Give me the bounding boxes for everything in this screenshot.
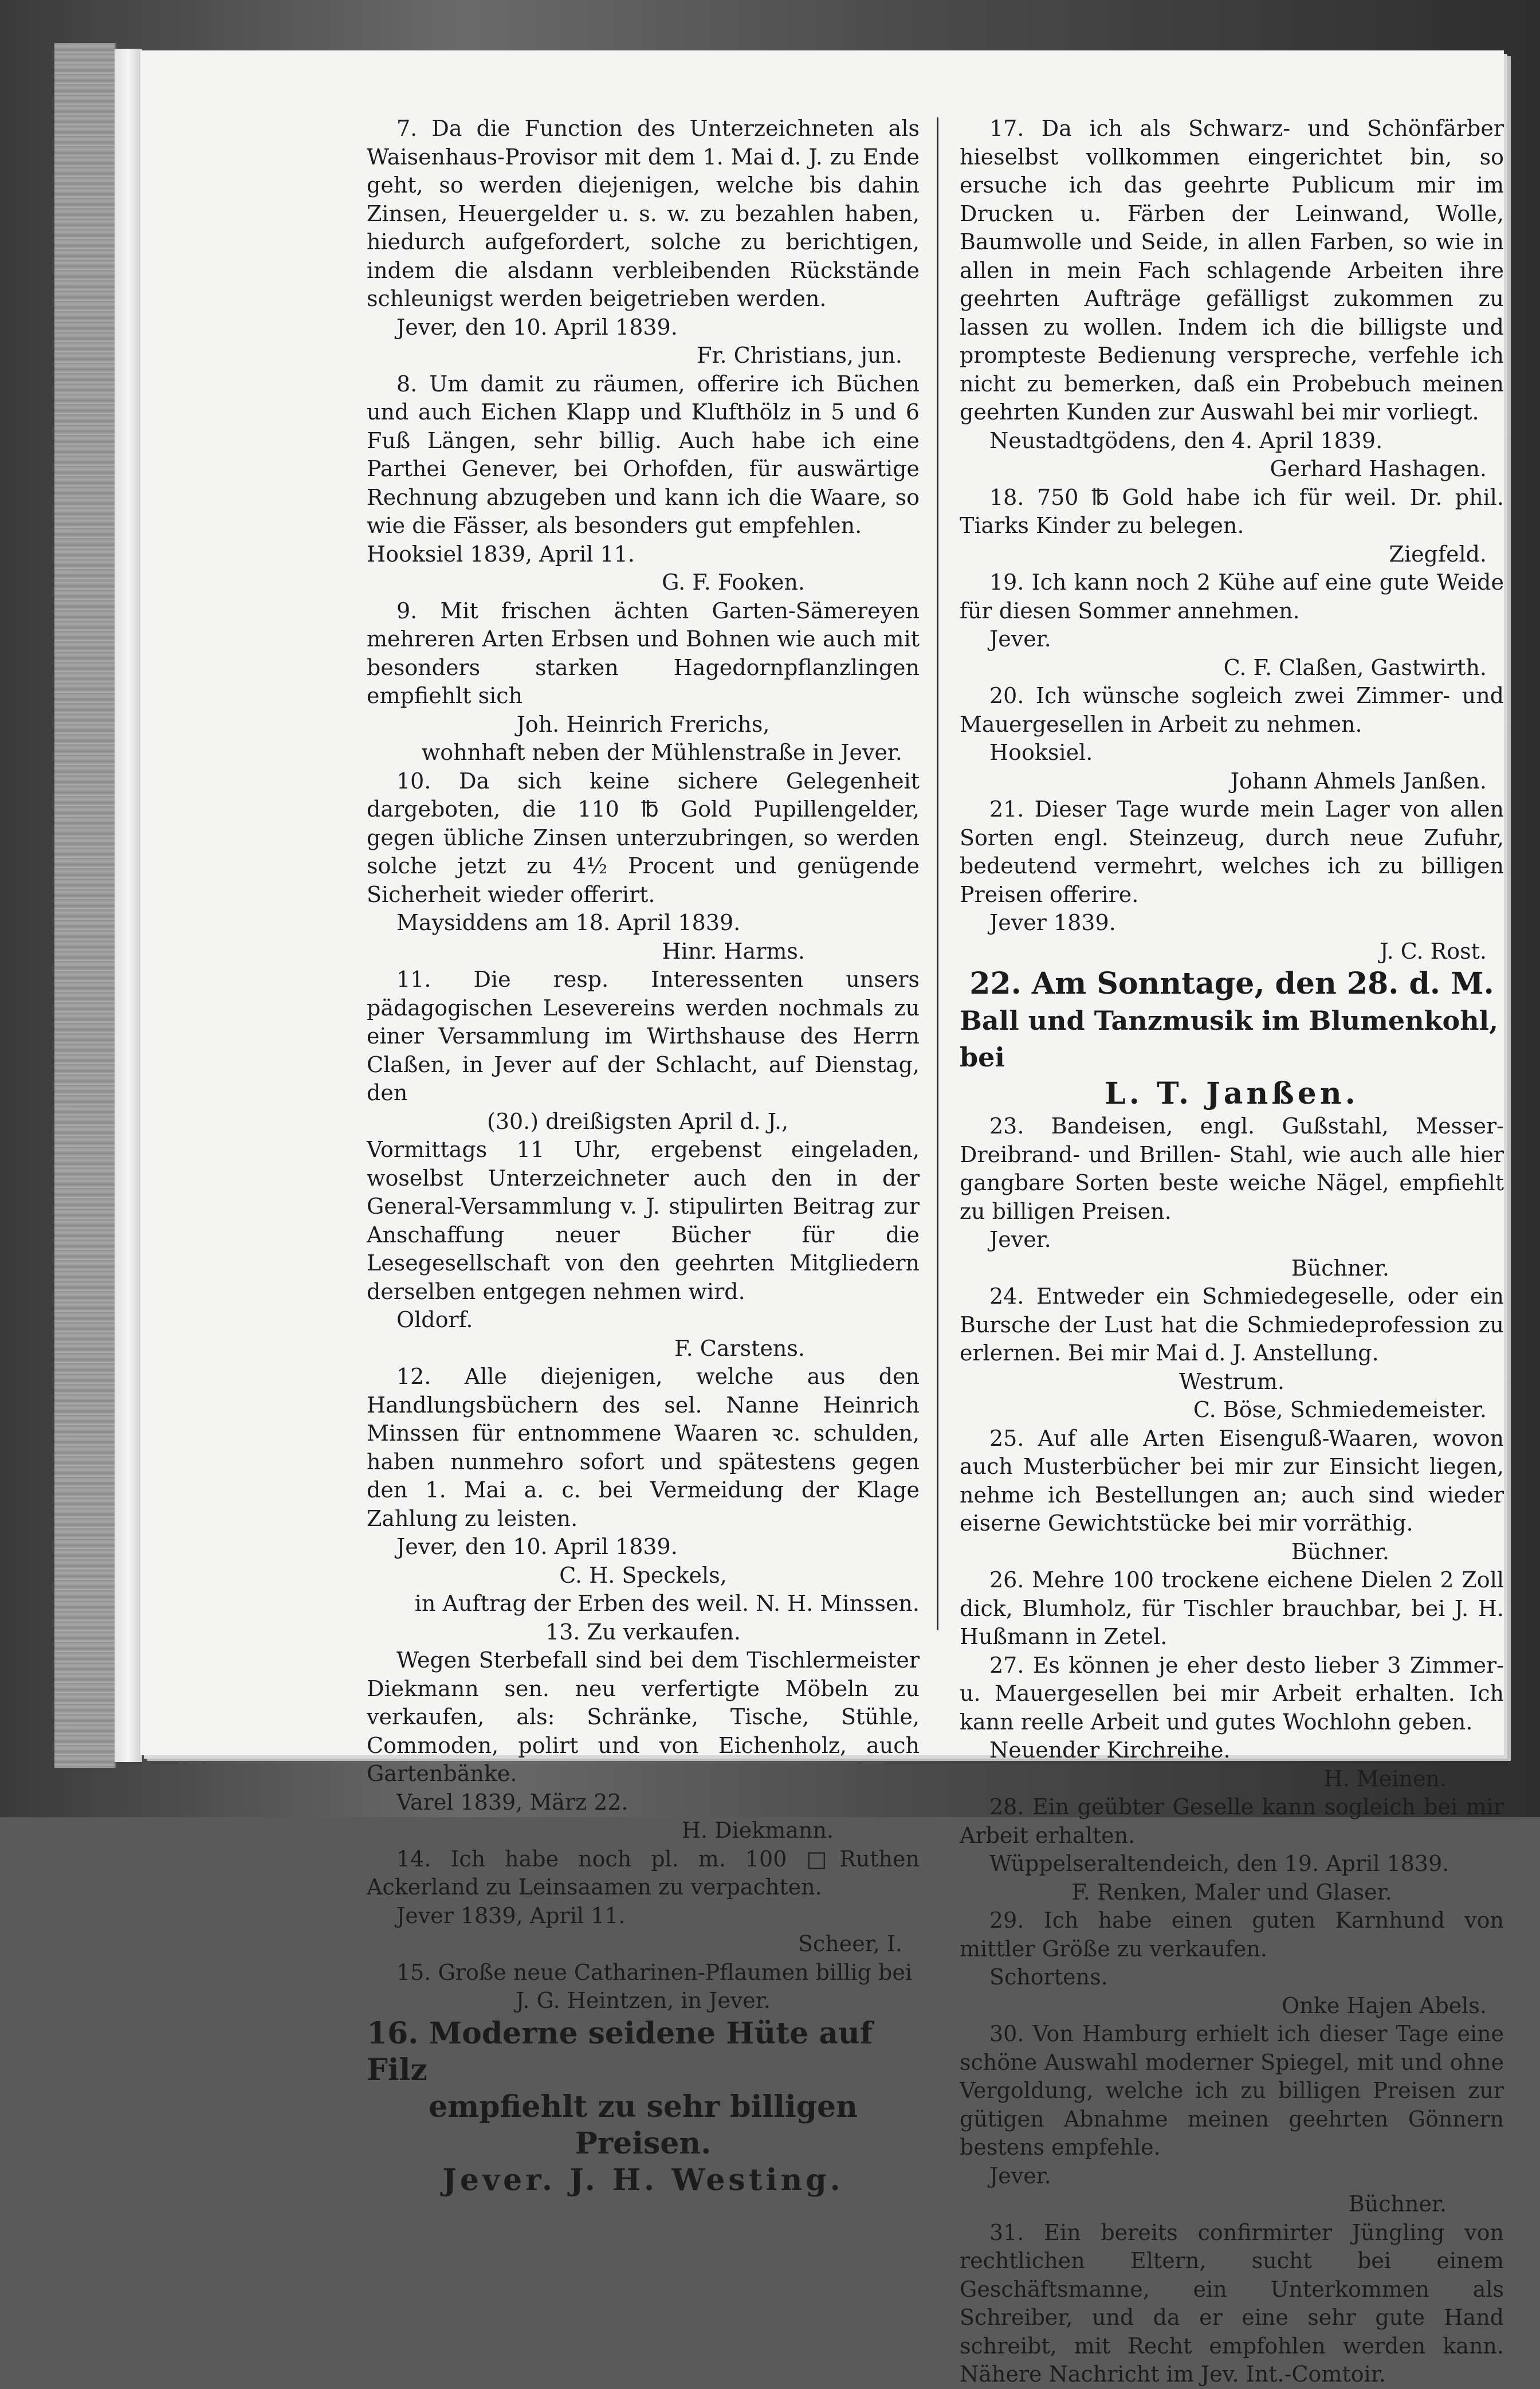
ad-text: 28. Ein geübter Geselle kann sogleich bei mir Arbeit erhalten. [960,1794,1504,1848]
ad-text: 10. Da sich keine sichere Gelegenheit dargeboten, die 110 ℔ Gold Pupillengelder, gegen übliche Zinsen unterzubringen, so werden solche jetzt zu 4½ Procent und genügende Sicherheit wieder offerirt. [367,768,920,907]
ad-text: 8. Um damit zu räumen, offerire ich Büchen und auch Eichen Klapp und Klufthölz in 5 und 6 Fuß Längen, sehr billig. Auch habe ich eine Parthei Genever, bei Orhofden, für auswärtige Rechnung abzugeben und kann ich die Waare, so wie die Fässer, als besonders gut empfehlen. [367,371,920,538]
ad-signature: Büchner. [1348,2191,1447,2217]
ad-22 [960,966,1504,1112]
ad-signature: H. Diekmann. [681,1818,834,1843]
ad-17 [960,115,1504,484]
ad-text: 12. Alle diejenigen, welche aus den Handlungsbüchern des sel. Nanne Heinrich Minssen für entnommene Waaren ꝛc. schulden, haben nunmehro sofort und spätestens gegen den 1. Mai a. c. bei Vermeidung der Klage Zahlung zu leisten. [367,1364,920,1531]
ad-place: Oldorf. [396,1307,473,1332]
ad-text: 29. Ich habe einen guten Karnhund von mittler Größe zu verkaufen. [960,1908,1504,1962]
ad-signature: J. G. Heintzen, in Jever. [516,1988,771,2013]
ad-display-line-2: empfiehlt zu sehr billigen Preisen. [429,2089,858,2161]
ad-text-continued: Vormittags 11 Uhr, ergebenst eingeladen, woselbst Unterzeichneter auch den in der General-Versammlung v. J. stipulirten Beitrag zur Anschaffung neuer Bücher für die Lesegesellschaft von den geehrten Mitgliedern derselben entgegen nehmen wird. [367,1137,920,1304]
ad-text: 9. Mit frischen ächten Garten-Sämereyen mehreren Arten Erbsen und Bohnen wie auch mit besonders starken Hagedornpflanzlingen empfiehlt sich [367,598,920,708]
ad-27 [960,1651,1504,1794]
ad-text: 24. Entweder ein Schmiedegeselle, oder ein Bursche der Lust hat die Schmiedeprofession zu erlernen. Bei mir Mai d. J. Anstellung. [960,1284,1504,1366]
ad-signature: F. Renken, Maler und Glaser. [1071,1879,1392,1905]
ad-signature: J. C. Rost. [1380,938,1487,964]
ad-signature: C. Böse, Schmiedemeister. [1193,1397,1487,1422]
ad-text: 26. Mehre 100 trockene eichene Dielen 2 Zoll dick, Blumholz, für Tischler brauchbar, bei J. H. Hußmann in Zetel. [960,1567,1504,1649]
ad-signature: C. F. Claßen, Gastwirth. [1223,654,1487,680]
ad-signature: F. Carstens. [674,1335,805,1361]
ad-signature: Fr. Christians, jun. [697,343,902,368]
ad-text: 17. Da ich als Schwarz- und Schönfärber hieselbst vollkommen eingerichtet bin, so ersuche ich das geehrte Publicum mir im Drucken u. Färben der Leinwand, Wolle, Baumwolle und Seide, in allen Farben, so wie in allen in mein Fach schlagende Arbeiten ihre geehrten Aufträge gefälligst zukommen zu lassen zu wollen. Indem ich die billigste und prompteste Bedienung verspreche, verfehle ich nicht zu bemerken, daß ein Probebuch meinen geehrten Kunden zur Auswahl bei mir vorliegt. [960,116,1504,425]
ad-place: Jever. [989,2163,1051,2188]
ad-text: 31. Ein bereits confirmirter Jüngling von rechtlichen Eltern, sucht bei einem Geschäftsmanne, ein Unterkommen als Schreiber, und da er eine sehr gute Hand schreibt, mit Recht empfohlen werden kann. Nähere Nachricht im Jev. Int.-Comtoir. [960,2219,1504,2387]
ad-text: 11. Die resp. Interessenten unsers pädagogischen Lesevereins werden nochmals zu einer Versammlung im Wirthshause des Herrn Claßen, in Jever auf der Schlacht, auf Dienstag, den [367,967,920,1105]
book-spine [54,43,116,1768]
left-column [367,115,920,2199]
ad-signature: Büchner. [1291,1539,1389,1564]
ad-text: 14. Ich habe noch pl. m. 100 □Ruthen Ackerland zu Leinsaamen zu verpachten. [367,1846,920,1900]
ad-9 [367,597,920,767]
ad-signature: C. H. Speckels, [559,1562,727,1588]
ad-8 [367,370,920,597]
ad-display-line-3: L. T. Janßen. [1105,1076,1359,1111]
ad-place: Maysiddens am 18. April 1839. [396,910,741,935]
ad-place: Hooksiel 1839, April 11. [367,541,635,567]
ad-29 [960,1907,1504,2020]
ad-text: 20. Ich wünsche sogleich zwei Zimmer- und Mauergesellen in Arbeit zu nehmen. [960,683,1504,737]
ad-place: Neuender Kirchreihe. [989,1737,1231,1763]
ad-15 [367,1959,920,2015]
ad-place: Varel 1839, März 22. [396,1789,628,1815]
ad-display-line-3: Jever. J. H. Westing. [442,2162,844,2198]
ad-7 [367,115,920,370]
ad-26 [960,1566,1504,1651]
ad-16 [367,2015,920,2199]
ad-19 [960,568,1504,682]
ad-text: 18. 750 ℔ Gold habe ich für weil. Dr. phil. Tiarks Kinder zu belegen. [960,484,1504,538]
ad-21 [960,795,1504,966]
ad-place: Jever 1839, April 11. [396,1902,626,1928]
ad-display-line-1: 22. Am Sonntage, den 28. d. M. [969,966,1494,1001]
ad-place: Wüppelseraltendeich, den 19. April 1839. [989,1851,1449,1876]
ad-25 [960,1425,1504,1567]
right-column [960,115,1504,2389]
ad-signature-address: wohnhaft neben der Mühlenstraße in Jever. [421,740,902,765]
ad-place: Jever, den 10. April 1839. [396,1534,678,1559]
ad-signature: H. Meinen. [1323,1766,1447,1791]
ad-10 [367,767,920,966]
ad-place: Hooksiel. [989,740,1093,765]
ad-text: Wegen Sterbefall sind bei dem Tischlermeister Diekmann sen. neu verfertigte Möbeln zu verkaufen, als: Schränke, Tische, Stühle, Commoden, polirt und von Eichenholz, auch Gartenbänke. [367,1647,920,1786]
ad-signature: Hinr. Harms. [662,938,805,964]
ad-display-line-1: 16. Moderne seidene Hüte auf Filz [367,2015,873,2088]
ad-24 [960,1282,1504,1425]
ad-text: 25. Auf alle Arten Eisenguß-Waaren, wovon auch Musterbücher bei mir zur Einsicht liegen, nehme ich Bestellungen an; auch sind wieder eiserne Gewichtstücke bei mir vorräthig. [960,1425,1504,1536]
ad-place: Jever, den 10. April 1839. [396,314,678,340]
ad-12 [367,1363,920,1618]
ad-place: Neustadtgödens, den 4. April 1839. [989,427,1383,453]
ad-text: 27. Es können je eher desto lieber 3 Zimmer- u. Mauergesellen bei mir Arbeit erhalten. Ich kann reelle Arbeit und gutes Wochlohn geben. [960,1652,1504,1735]
ad-23 [960,1112,1504,1282]
ad-place: Jever. [989,626,1051,652]
ad-18 [960,484,1504,569]
ad-text: 19. Ich kann noch 2 Kühe auf eine gute Weide für diesen Sommer annehmen. [960,570,1504,623]
ad-text: 15. Große neue Catharinen-Pflaumen billig bei [396,1959,913,1985]
ad-signature: Büchner. [1291,1255,1389,1281]
ad-text: 7. Da die Function des Unterzeichneten als Waisenhaus-Provisor mit dem 1. Mai d. J. zu Ende geht, so werden diejenigen, welche bis dahin Zinsen, Heuergelder u. s. w. zu bezahlen haben, hiedurch aufgefordert, solche zu berichtigen, indem die alsdann verbleibenden Rückstände schleunigst werden beigetrieben werden. [367,116,920,311]
ad-date-line: (30.) dreißigsten April d. J., [487,1108,789,1134]
ad-signature-detail: in Auftrag der Erben des weil. N. H. Minssen. [414,1591,920,1616]
ad-text: 21. Dieser Tage wurde mein Lager von allen Sorten engl. Steinzeug, durch neue Zufuhr, bedeutend vermehrt, welches ich zu billigen Preisen offerire. [960,797,1504,907]
ad-28 [960,1793,1504,1907]
ad-text: 23. Bandeisen, engl. Gußstahl, Messer- Dreibrand- und Brillen- Stahl, wie auch alle hier gangbare Sorten beste weiche Nägel, empfiehlt zu billigen Preisen. [960,1113,1504,1224]
ad-11 [367,966,920,1363]
ad-signature: Gerhard Hashagen. [1270,456,1487,481]
ad-heading: 13. Zu verkaufen. [545,1619,741,1645]
ad-signature: Scheer, I. [798,1931,902,1956]
ad-30 [960,2020,1504,2219]
column-divider [937,117,938,1630]
ad-signature: Onke Hajen Abels. [1282,1992,1487,2018]
ad-place: Jever 1839. [989,910,1116,935]
ad-display-line-2: Ball und Tanzmusik im Blumenkohl, bei [960,1005,1499,1073]
ad-signature: Joh. Heinrich Frerichs, [516,711,770,737]
ad-place: Schortens. [989,1964,1108,1990]
ad-signature: Ziegfeld. [1389,541,1487,567]
ad-place: Jever. [989,1227,1051,1252]
ad-place: Westrum. [1179,1368,1284,1394]
page-edge [115,49,142,1762]
ad-signature: Johann Ahmels Janßen. [1230,768,1487,794]
ad-20 [960,682,1504,795]
ad-14 [367,1845,920,1959]
ad-signature: G. F. Fooken. [662,570,805,595]
ad-13 [367,1618,920,1845]
ad-text: 30. Von Hamburg erhielt ich dieser Tage eine schöne Auswahl moderner Spiegel, mit und ohne Vergoldung, welche ich zu billigen Preisen zur gütigen Abnahme meinen geehrten Gönnern bestens empfehle. [960,2021,1504,2160]
ad-31 [960,2219,1504,2389]
